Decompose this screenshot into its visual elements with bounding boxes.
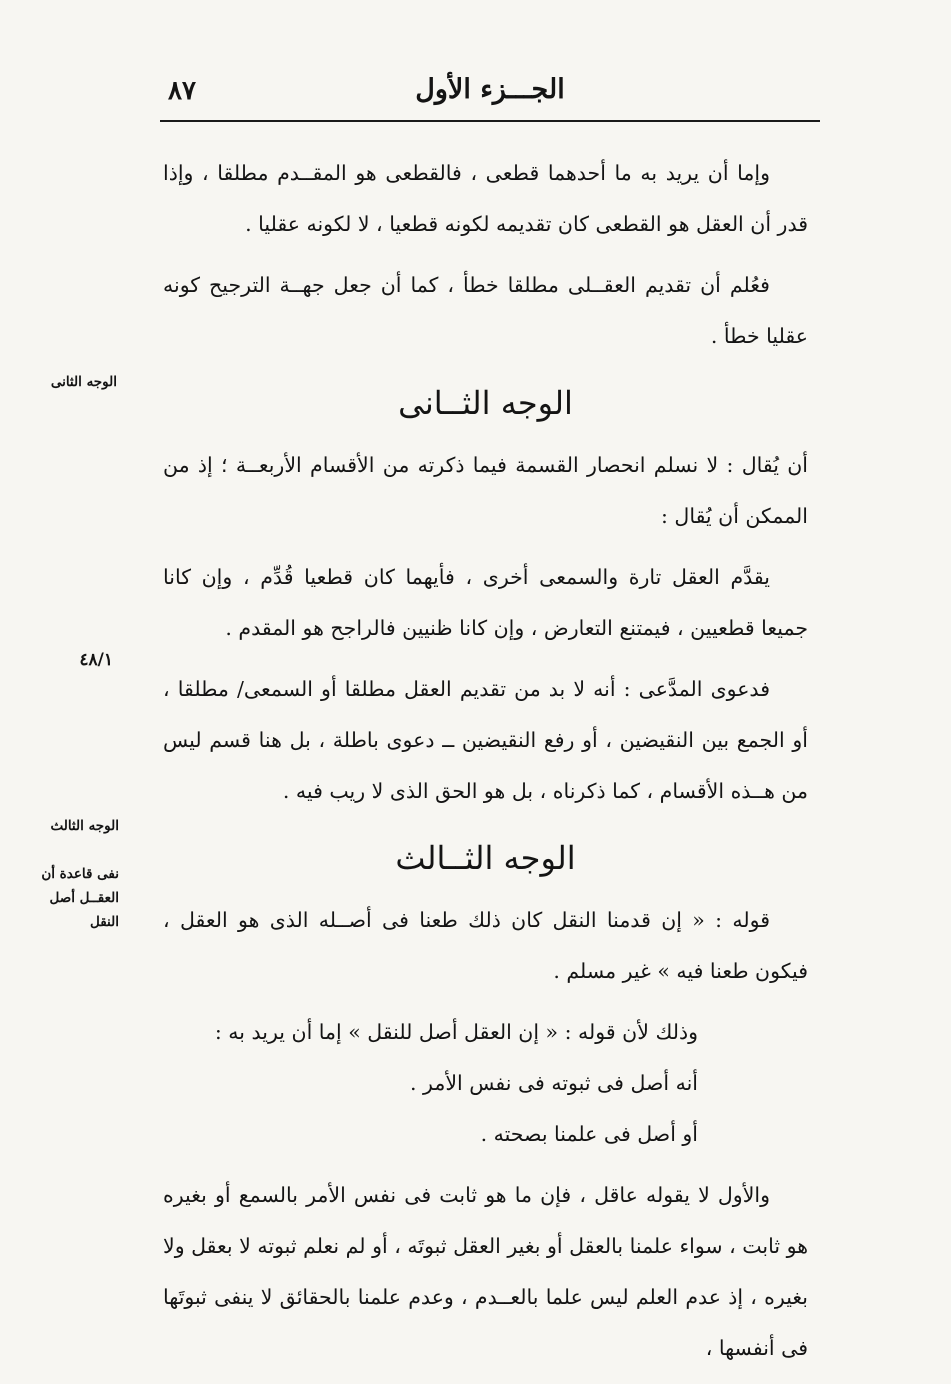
margin-note-rule-negation: نفى قاعدة أن العقــل أصل النقل (41, 866, 119, 930)
paragraph: وإما أن يريد به ما أحدهما قطعى ، فالقطعى هو المقــدم مطلقا ، وإذا قدر أن العقل هو القطعى كان تقديمه لكونه قطعيا ، لا لكونه عقليا . (163, 161, 808, 236)
paragraph: يقدَّم العقل تارة والسمعى أخرى ، فأيهما كان قطعيا قُدِّم ، وإن كانا جميعا قطعيين ، فيمتنع التعارض ، وإن كانا ظنيين فالراجح هو المقدم . (163, 565, 808, 640)
section-heading: الوجه الثــالث (395, 839, 576, 877)
section-heading: الوجه الثــانى (398, 384, 573, 422)
running-title: الجـــزء الأول (415, 74, 565, 105)
paragraph: فعُلم أن تقديم العقــلى مطلقا خطأ ، كما أن جعل جهــة الترجيح كونه عقليا خطأ . (163, 273, 808, 348)
margin-note-second-aspect: الوجه الثانى (50, 374, 117, 390)
list-item: أنه أصل فى ثبوته فى نفس الأمر . (410, 1071, 698, 1095)
paragraph: وذلك لأن قوله : « إن العقل أصل للنقل » إما أن يريد به : (214, 1020, 698, 1044)
main-text (163, 148, 808, 1384)
paragraph: قوله : « إن قدمنا النقل كان ذلك طعنا فى أصــله الذى هو العقل ، فيكون طعنا فيه » غير مسلم . (163, 908, 808, 983)
paragraph: أن يُقال : لا نسلم انحصار القسمة فيما ذكرته من الأقسام الأربعــة ؛ إذ من الممكن أن يُقال : (163, 453, 808, 528)
paragraph: والأول لا يقوله عاقل ، فإن ما هو ثابت فى نفس الأمر بالسمع أو بغيره هو ثابت ، سواء علمنا بالعقل أو بغير العقل ثبوتَه ، أو لم نعلم ثبوته لا بعقل ولا بغيره ، إذ عدم العلم ليس علما بالعــدم ، وعدم علمنا بالحقائق لا ينفى ثبوتَها فى أنفسها ، (163, 1183, 808, 1360)
margin-note-reference: ٤٨/١ (79, 650, 113, 670)
header-rule (160, 120, 820, 122)
page-header (160, 66, 820, 122)
list-item: أو أصل فى علمنا بصحته . (480, 1122, 698, 1146)
paragraph: فدعوى المدَّعى : أنه لا بد من تقديم العقل مطلقا أو السمعى/ مطلقا ، أو الجمع بين النقيضين ، أو رفع النقيضين ــ دعوى باطلة ، بل هنا قسم ليس من هــذه الأقسام ، كما ذكرناه ، بل هو الحق الذى لا ريب فيه . (163, 677, 808, 803)
page-number: ٨٧ (168, 76, 196, 106)
margin-note-third-aspect: الوجه الثالث (50, 818, 119, 834)
